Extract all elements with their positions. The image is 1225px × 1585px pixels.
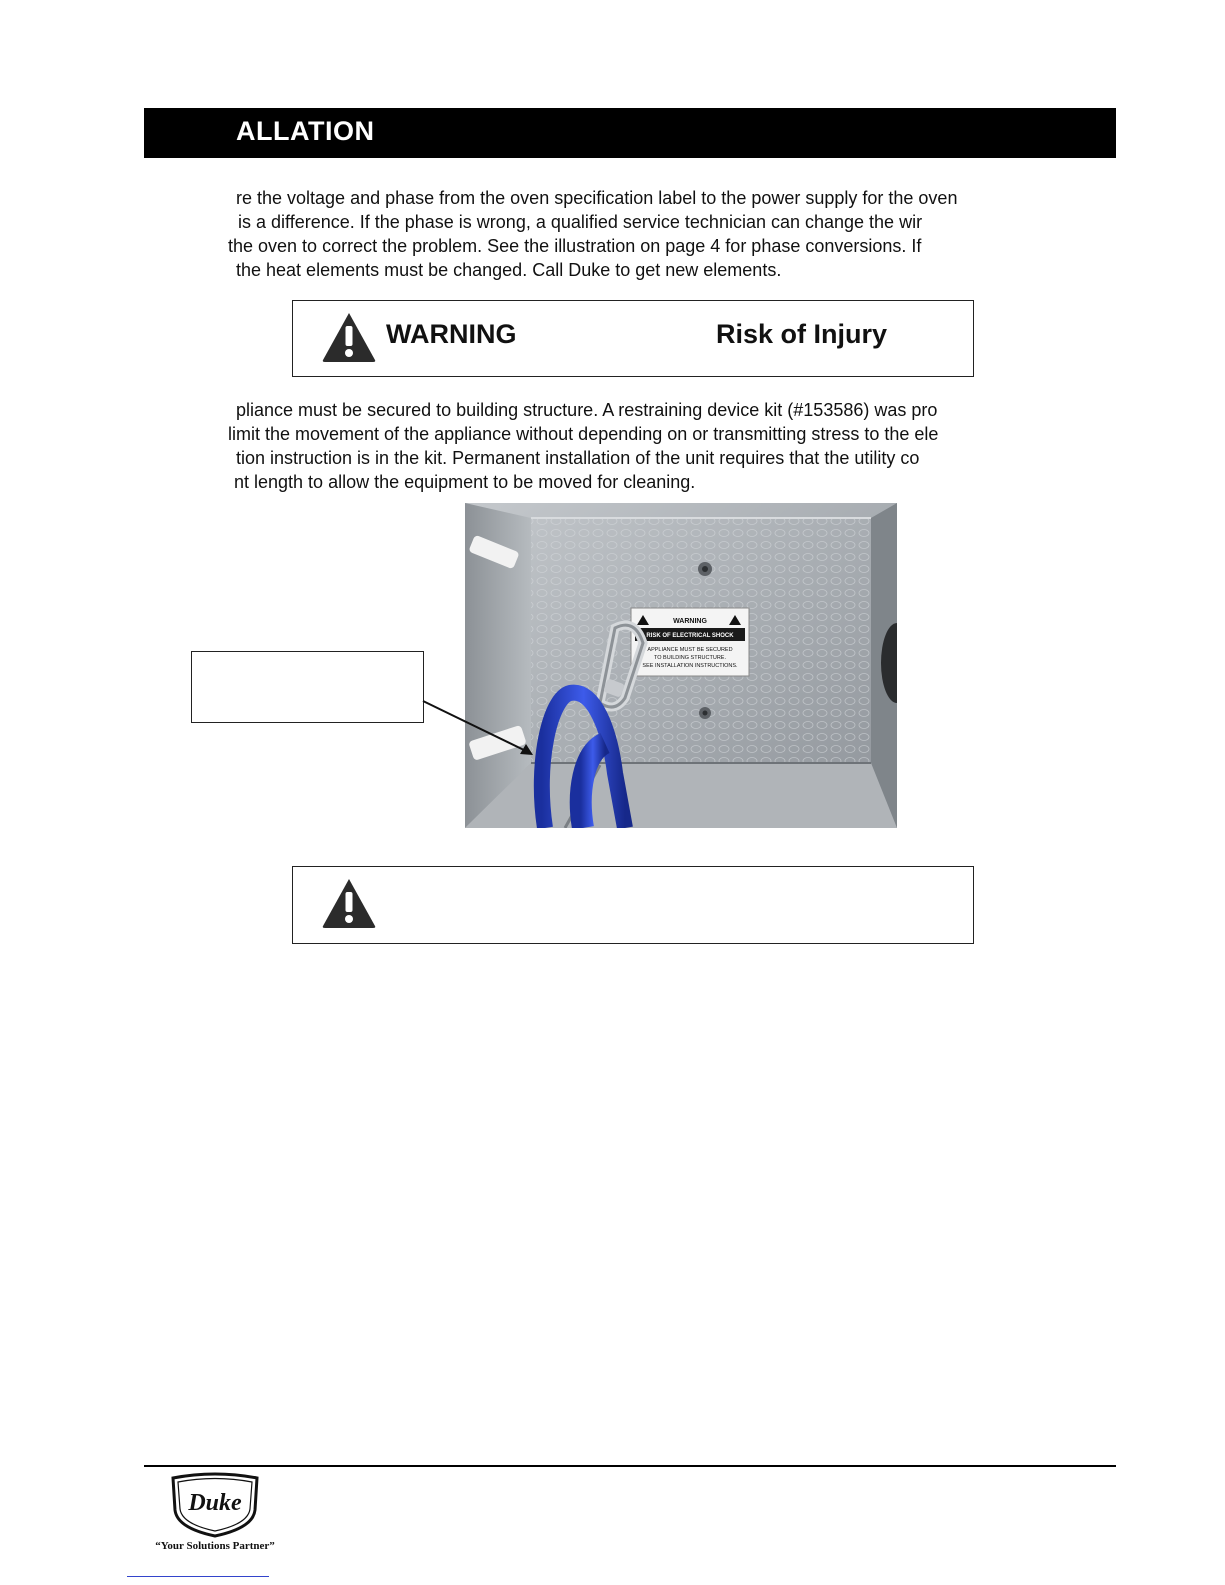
- risk-of-injury-label: Risk of Injury: [716, 319, 888, 349]
- paragraph-line: re the voltage and phase from the oven specification label to the power supply for the oven: [236, 188, 958, 208]
- voltage-phase-paragraph: [228, 186, 1008, 282]
- paragraph-line: limit the movement of the appliance without depending on or transmitting stress to the ele: [228, 424, 939, 444]
- warning-label: WARNING: [386, 319, 517, 349]
- warning-box-risk-of-injury: [292, 300, 974, 377]
- photo-label-line2: RISK OF ELECTRICAL SHOCK: [646, 633, 734, 639]
- callout-label-box: [191, 651, 424, 723]
- photo-label-line3: APPLIANCE MUST BE SECURED: [647, 647, 733, 653]
- paragraph-line: pliance must be secured to building structure. A restraining device kit (#153586) was pro: [236, 400, 938, 420]
- duke-logo: [150, 1468, 280, 1558]
- paragraph-line: nt length to allow the equipment to be moved for cleaning.: [234, 472, 696, 492]
- photo-label-line5: SEE INSTALLATION INSTRUCTIONS.: [642, 663, 738, 669]
- logo-tagline: “Your Solutions Partner”: [155, 1540, 275, 1552]
- bottom-link-underline: [127, 1576, 269, 1577]
- restraint-photo: [465, 503, 897, 828]
- warning-triangle-icon: [321, 877, 377, 929]
- section-title: ALLATION: [236, 116, 375, 146]
- restraint-paragraph: [228, 398, 1008, 494]
- warning-box-2: [292, 866, 974, 944]
- paragraph-line: the oven to correct the problem. See the illustration on page 4 for phase conversions. If: [228, 236, 922, 256]
- paragraph-line: is a difference. If the phase is wrong, a qualified service technician can change the wir: [238, 212, 923, 232]
- paragraph-line: the heat elements must be changed. Call Duke to get new elements.: [236, 260, 782, 280]
- logo-text: Duke: [188, 1490, 242, 1516]
- footer-rule: [144, 1465, 1116, 1467]
- section-header-bar: [144, 108, 1116, 158]
- restraint-photo-illustration: [465, 503, 897, 828]
- paragraph-line: tion instruction is in the kit. Permanent installation of the unit requires that the utility co: [236, 448, 920, 468]
- photo-label-line1: WARNING: [673, 618, 707, 625]
- duke-shield-logo: [165, 1472, 265, 1538]
- warning-triangle-icon: [321, 311, 377, 363]
- photo-label-line4: TO BUILDING STRUCTURE.: [653, 655, 727, 661]
